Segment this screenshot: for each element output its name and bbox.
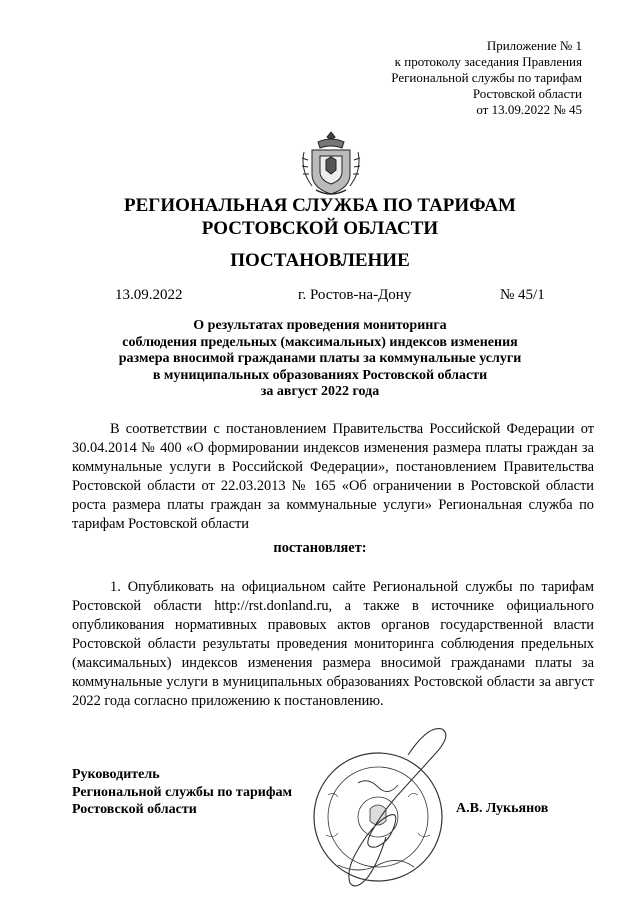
document-type: ПОСТАНОВЛЕНИЕ	[230, 250, 410, 271]
org-line: РОСТОВСКОЙ ОБЛАСТИ	[201, 218, 439, 239]
subject-line: за август 2022 года	[260, 384, 380, 399]
org-line: РЕГИОНАЛЬНАЯ СЛУЖБА ПО ТАРИФАМ	[124, 195, 516, 216]
coat-of-arms-icon	[298, 128, 364, 198]
appendix-line: к протоколу заседания Правления	[394, 54, 582, 69]
document-subject	[0, 318, 640, 401]
seal-stamp-icon	[298, 725, 458, 890]
appendix-line: Ростовской области	[472, 86, 582, 101]
signatory-title-line: Региональной службы по тарифам	[72, 784, 293, 800]
organization-name	[0, 194, 640, 240]
appendix-note	[391, 38, 582, 118]
appendix-line: Региональной службы по тарифам	[391, 70, 582, 85]
signatory-name: А.В. Лукьянов	[456, 801, 549, 816]
subject-line: соблюдения предельных (максимальных) индексов изменения	[122, 334, 518, 350]
appendix-line: Приложение № 1	[486, 38, 582, 53]
subject-line: размера вносимой гражданами платы за коммунальные услуги	[118, 351, 522, 366]
signatory-title-line: Ростовской области	[72, 802, 197, 817]
preamble-paragraph: В соответствии с постановлением Правительства Российской Федерации от 30.04.2014 № 400 «О формировании индексов изменения размера платы граждан за коммунальные услуги в Российской Федерации», постановлением Правительства Ростовской области от 22.03.2013 № 165 «Об ограничении в Ростовской области роста размера платы граждан за коммунальные услуги» Региональная служба по тарифам Ростовской области	[72, 421, 594, 532]
item-1-paragraph: 1. Опубликовать на официальном сайте Региональной службы по тарифам Ростовской области http://rst.donland.ru, а также в источнике официального опубликования нормативных правовых актов органов государственной власти Ростовской области результаты проведения мониторинга соблюдения предельных (максимальных) индексов изменения размера вносимой гражданами платы за коммунальные услуги в муниципальных образованиях Ростовской области за август 2022 года согласно приложению к постановлению.	[72, 579, 594, 709]
subject-line: О результатах проведения мониторинга	[193, 318, 447, 333]
appendix-line: от 13.09.2022 № 45	[476, 102, 582, 117]
document-number: № 45/1	[500, 287, 545, 303]
document-city: г. Ростов-на-Дону	[298, 287, 412, 303]
decree-word: постановляет:	[273, 540, 367, 556]
signatory-title-line: Руководитель	[72, 767, 160, 782]
subject-line: в муниципальных образованиях Ростовской области	[152, 367, 488, 383]
document-date: 13.09.2022	[115, 287, 183, 303]
signatory-title	[72, 766, 292, 819]
